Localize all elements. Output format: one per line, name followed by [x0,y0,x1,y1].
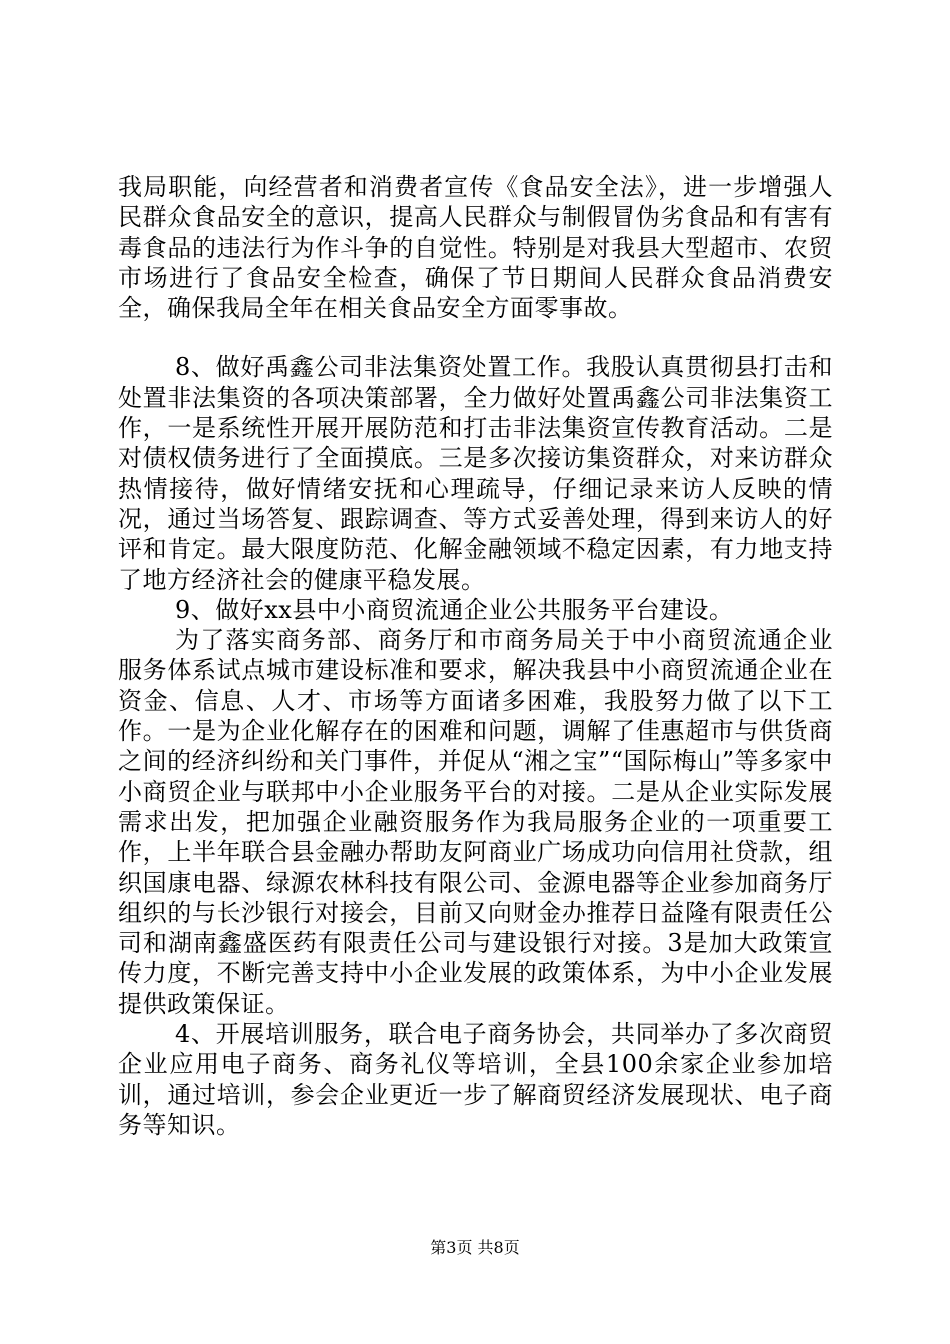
paragraph-illegal-fundraising: 8、做好禹鑫公司非法集资处置工作。我股认真贯彻县打击和处置非法集资的各项决策部署，全力做好处置禹鑫公司非法集资工作，一是系统性开展开展防范和打击非法集资宣传教育活动。二是对债权债务进行了全面摸底。三是多次接访集资群众，对来访群众热情接待，做好情绪安抚和心理疏导，仔细记录来访人反映的情况，通过当场答复、跟踪调查、等方式妥善处理，得到来访人的好评和肯定。最大限度防范、化解金融领域不稳定因素，有力地支持了地方经济社会的健康平稳发展。 [118,353,833,594]
paragraph-platform-work: 为了落实商务部、商务厅和市商务局关于中小商贸流通企业服务体系试点城市建设标准和要求，解决我县中小商贸流通企业在资金、信息、人才、市场等方面诸多困难，我股努力做了以下工作。一是为企业化解存在的困难和问题，调解了佳惠超市与供货商之间的经济纠纷和关门事件，并促从“湘之宝”“国际梅山”等多家中小商贸企业与联邦中小企业服务平台的对接。二是从企业实际发展需求出发，把加强企业融资服务作为我局服务企业的一项重要工作，上半年联合县金融办帮助友阿商业广场成功向信用社贷款，组织国康电器、绿源农林科技有限公司、金源电器等企业参加商务厅组织的与长沙银行对接会，目前又向财金办推荐日益隆有限责任公司和湖南鑫盛医药有限责任公司与建设银行对接。3是加大政策宣传力度，不断完善支持中小企业发展的政策体系，为中小企业发展提供政策保证。 [118,626,833,1018]
paragraph-platform-heading: 9、做好xx县中小商贸流通企业公共服务平台建设。 [175,595,734,624]
paragraph-food-safety: 我局职能，向经营者和消费者宣传《食品安全法》，进一步增强人民群众食品安全的意识，提高人民群众与制假冒伪劣食品和有害有毒食品的违法行为作斗争的自觉性。特别是对我县大型超市、农贸市场进行了食品安全检查，确保了节日期间人民群众食品消费安全，确保我局全年在相关食品安全方面零事故。 [118,173,833,323]
paragraph-training: 4、开展培训服务，联合电子商务协会，共同举办了多次商贸企业应用电子商务、商务礼仪等培训，全县100余家企业参加培训，通过培训，参会企业更近一步了解商贸经济发展现状、电子商务等知识。 [118,1020,833,1139]
page-number-footer: 第3页 共8页 [430,1238,520,1257]
document-body [118,172,833,1140]
